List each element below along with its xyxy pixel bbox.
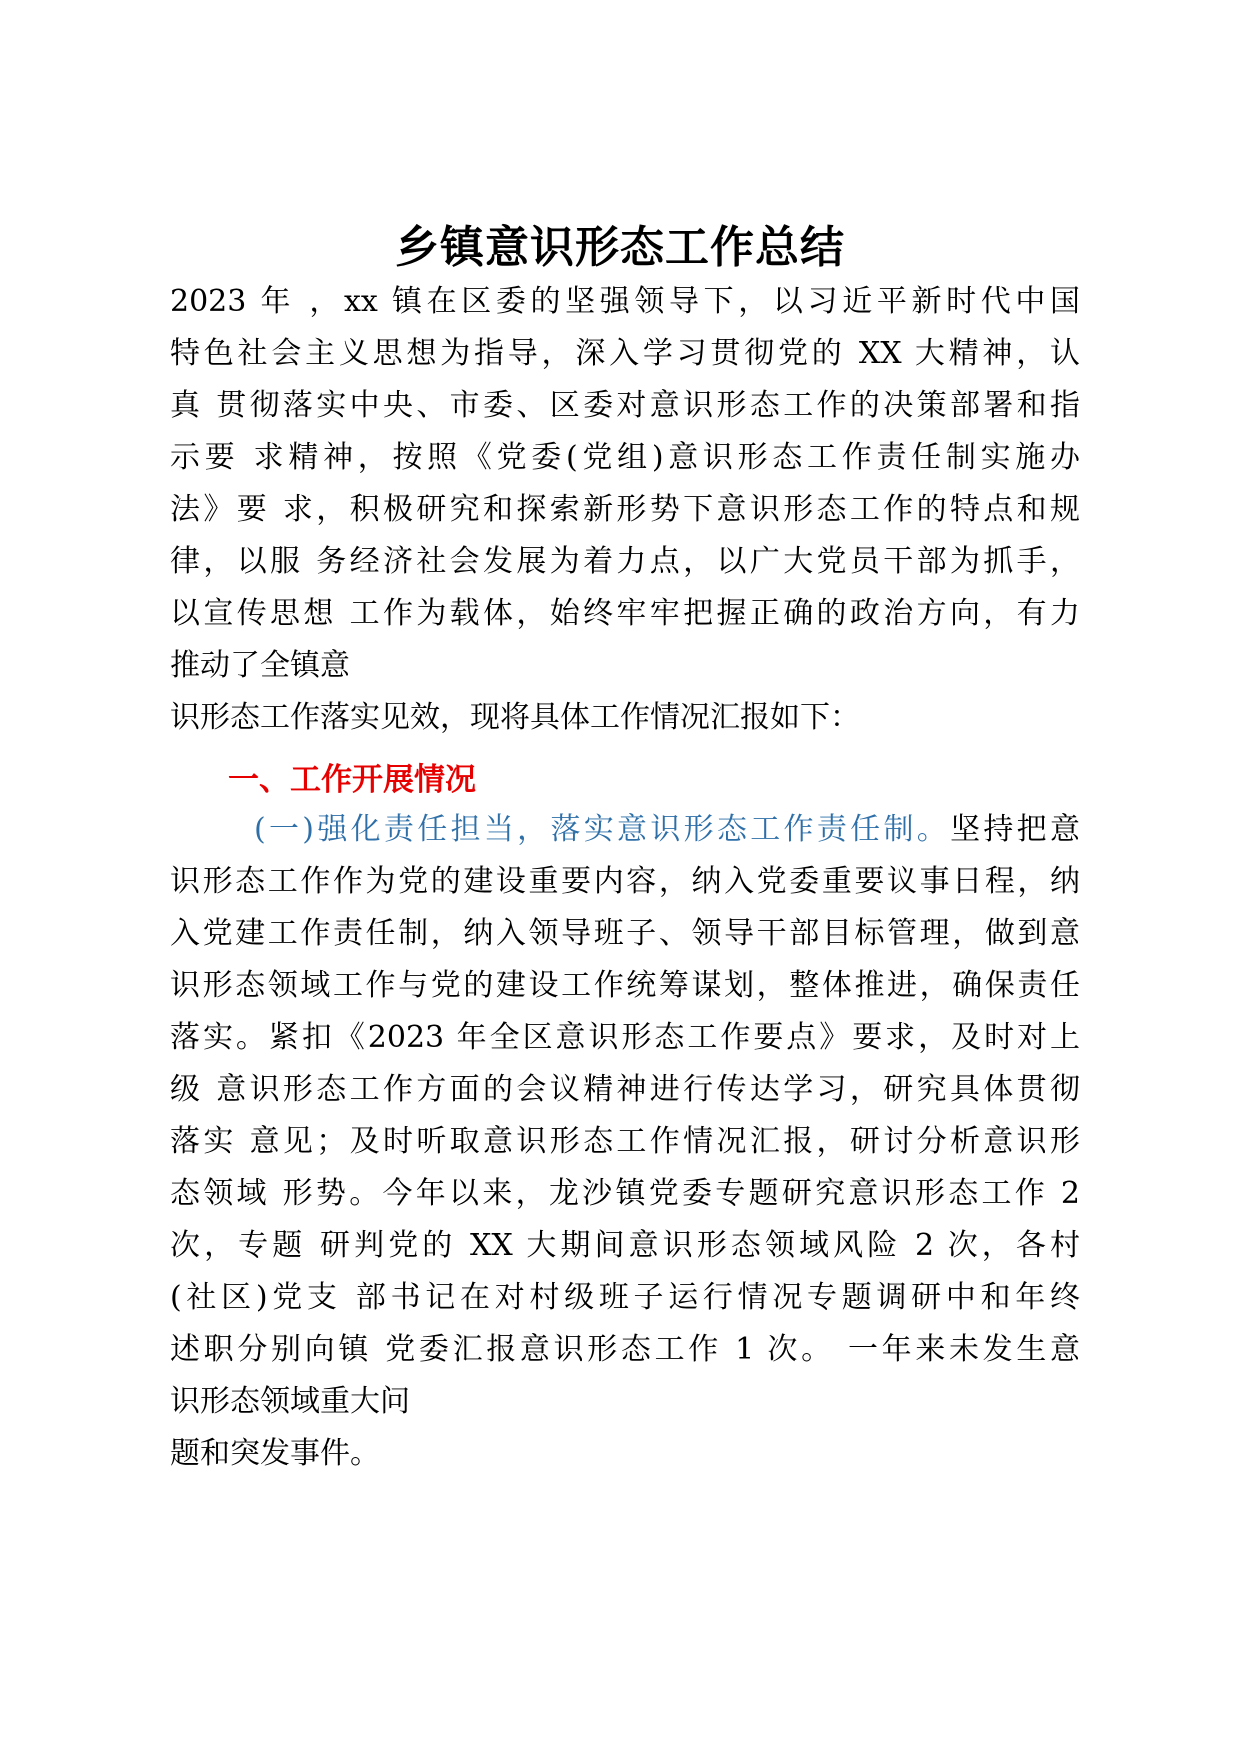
body-line: 落实 意见；及时听取意识形态工作情况汇报，研讨分析意识形 xyxy=(170,1124,1080,1159)
body-line: 识形态工作作为党的建设重要内容，纳入党委重要议事日程，纳 xyxy=(170,864,1080,899)
body-line: 识形态领域重大问 xyxy=(170,1384,410,1419)
body-line: 识形态工作落实见效，现将具体工作情况汇报如下： xyxy=(170,700,860,735)
body-line: 以宣传思想 工作为载体，始终牢牢把握正确的政治方向，有力 xyxy=(170,596,1080,631)
subsection-first-line xyxy=(254,810,1080,850)
body-line: 法》要 求，积极研究和探索新形势下意识形态工作的特点和规 xyxy=(170,492,1080,527)
body-line: 识形态领域工作与党的建设工作统筹谋划，整体推进，确保责任 xyxy=(170,968,1080,1003)
body-line: 题和突发事件。 xyxy=(170,1436,380,1471)
subsection-first-line-text: 坚持把意 xyxy=(950,812,1080,847)
body-line: 入党建工作责任制，纳入领导班子、领导干部目标管理，做到意 xyxy=(170,916,1080,951)
body-line: 特色社会主义思想为指导，深入学习贯彻党的 XX 大精神，认 xyxy=(170,336,1080,371)
body-line: 推动了全镇意 xyxy=(170,648,350,683)
body-line: 态领域 形势。今年以来，龙沙镇党委专题研究意识形态工作 2 xyxy=(170,1176,1080,1211)
body-line: 2023 年 ，xx 镇在区委的坚强领导下，以习近平新时代中国 xyxy=(170,284,1080,319)
body-line: 级 意识形态工作方面的会议精神进行传达学习，研究具体贯彻 xyxy=(170,1072,1080,1107)
section-heading: 一、工作开展情况 xyxy=(228,762,476,798)
body-line: 次，专题 研判党的 XX 大期间意识形态领域风险 2 次，各村 xyxy=(170,1228,1080,1263)
body-line: 述职分别向镇 党委汇报意识形态工作 1 次。 一年来未发生意 xyxy=(170,1332,1080,1367)
body-line: (社区)党支 部书记在对村级班子运行情况专题调研中和年终 xyxy=(170,1280,1080,1315)
body-line: 真 贯彻落实中央、市委、区委对意识形态工作的决策部署和指 xyxy=(170,388,1080,423)
subsection-heading: (一)强化责任担当，落实意识形态工作责任制。 xyxy=(254,812,951,847)
document-title: 乡镇意识形态工作总结 xyxy=(395,222,845,273)
body-line: 律，以服 务经济社会发展为着力点，以广大党员干部为抓手， xyxy=(170,544,1080,579)
body-line: 落实。紧扣《2023 年全区意识形态工作要点》要求，及时对上 xyxy=(170,1020,1080,1055)
body-line: 示要 求精神，按照《党委(党组)意识形态工作责任制实施办 xyxy=(170,440,1080,475)
